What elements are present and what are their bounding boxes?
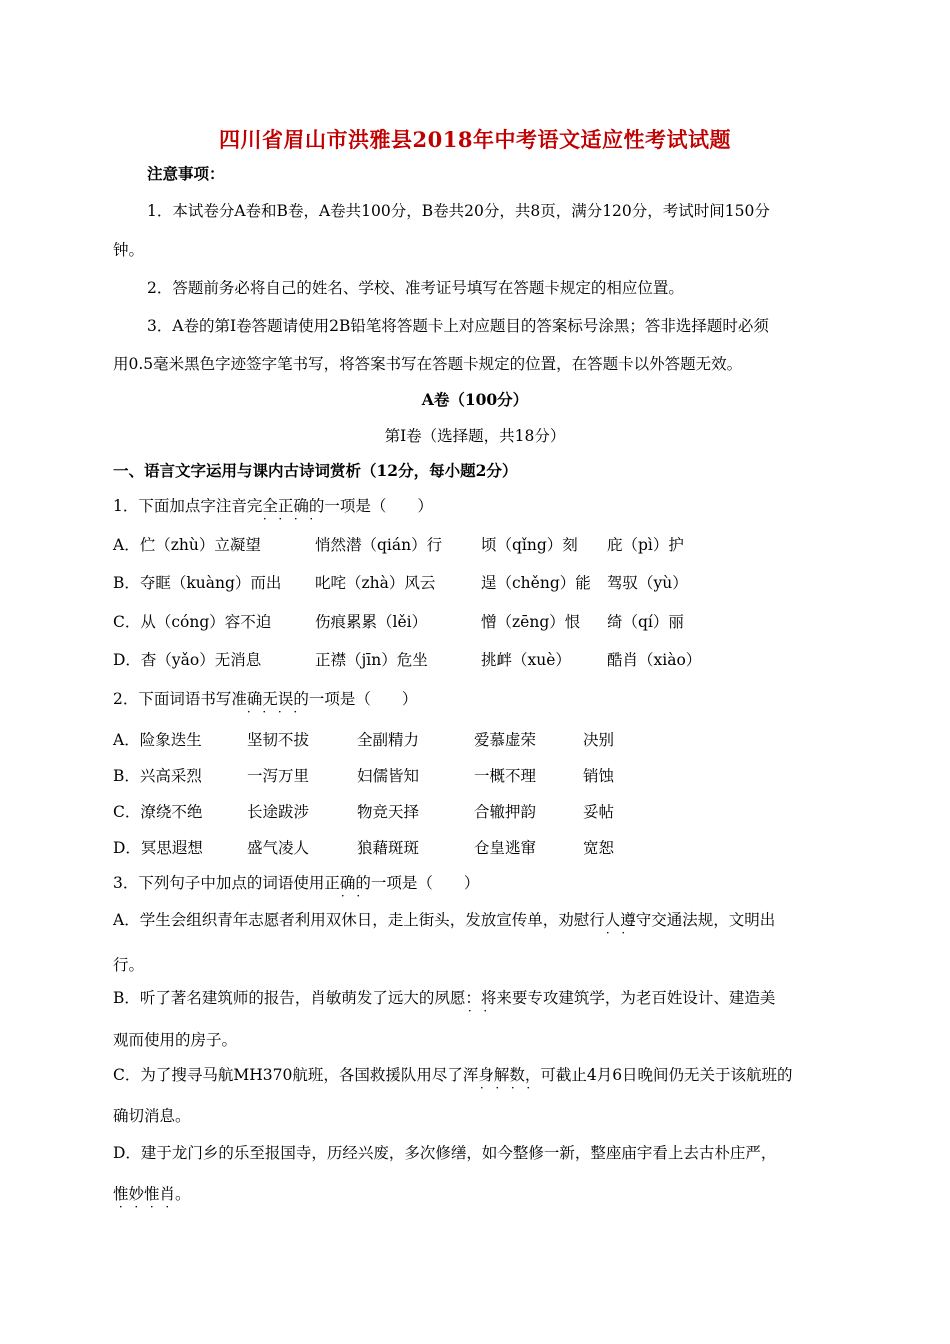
option-item: 长途跋涉 <box>247 803 310 821</box>
option-item: 伤痕累累（lěi） <box>315 613 428 631</box>
option-item: 驾驭（yù） <box>607 574 688 592</box>
emphasis-dot: · <box>309 512 314 526</box>
q3-option-c-cont: 确切消息。 <box>113 1107 191 1125</box>
emphasis-dot: · <box>483 1004 488 1018</box>
emphasis-dot: · <box>605 926 610 940</box>
emphasis-dot: · <box>526 1081 531 1095</box>
emphasis-dot: · <box>278 512 283 526</box>
option-item: 盛气凌人 <box>247 839 310 857</box>
option-item: 妇儒皆知 <box>357 767 420 785</box>
option-item: 坚韧不拔 <box>247 731 310 749</box>
emphasis-dots <box>335 889 366 903</box>
q3-stem: 3．下列句子中加点的词语使用正确的一项是（ ） <box>113 874 480 892</box>
emphasis-dot: · <box>293 705 298 719</box>
notice-item-3: 3．A卷的第Ⅰ卷答题请使用2B铅笔将答题卡上对应题目的答案标号涂黑；答非选择题时必须 <box>147 317 769 335</box>
emphasis-dots <box>113 1200 175 1214</box>
emphasis-dots <box>462 1004 493 1018</box>
option-item: 庇（pì）护 <box>607 536 684 554</box>
option-item: A．伫（zhù）立凝望 <box>113 536 261 554</box>
option-item: 悄然潜（qián）行 <box>315 536 443 554</box>
option-item: 宽恕 <box>583 839 615 857</box>
emphasis-dots <box>257 512 319 526</box>
emphasis-dot: · <box>262 512 267 526</box>
emphasis-dot: · <box>246 705 251 719</box>
notice-item-1-cont: 钟。 <box>113 241 145 259</box>
emphasis-dot: · <box>118 1200 123 1214</box>
emphasis-dot: · <box>165 1200 170 1214</box>
option-item: C．从（cóng）容不迫 <box>113 613 272 631</box>
option-item: 销蚀 <box>583 767 615 785</box>
option-item: 逞（chěng）能 <box>481 574 591 592</box>
page-title: 四川省眉山市洪雅县2018年中考语文适应性考试试题 <box>219 127 731 152</box>
option-item: C．潦绕不绝 <box>113 803 203 821</box>
emphasis-dots <box>241 705 303 719</box>
option-item: 物竞天择 <box>357 803 420 821</box>
option-item: 合辙押韵 <box>474 803 537 821</box>
emphasis-dot: · <box>510 1081 515 1095</box>
option-item: D．冥思遐想 <box>113 839 203 857</box>
option-item: 顷（qǐng）刻 <box>481 536 578 554</box>
option-item: 决别 <box>583 731 615 749</box>
option-item: 狼藉斑斑 <box>357 839 420 857</box>
emphasis-dot: · <box>262 705 267 719</box>
option-item: 叱咤（zhà）风云 <box>315 574 436 592</box>
emphasis-dot: · <box>356 889 361 903</box>
emphasis-dots <box>474 1081 536 1095</box>
notice-item-3-cont: 用0.5毫米黑色字迹签字笔书写，将答案书写在答题卡规定的位置，在答题卡以外答题无效。 <box>113 355 743 373</box>
q3-option-d: D．建于龙门乡的乐至报国寺，历经兴废，多次修缮，如今整修一新，整座庙宇看上去古朴庄严， <box>113 1144 777 1162</box>
option-item: 酷肖（xiào） <box>607 651 702 669</box>
paper-a-heading: A卷（100分） <box>421 390 529 409</box>
q3-option-a: A．学生会组织青年志愿者利用双休日，走上街头，发放宣传单，劝慰行人遵守交通法规，文明出 <box>113 911 776 929</box>
q3-option-b-cont: 观而使用的房子。 <box>113 1031 238 1049</box>
emphasis-dot: · <box>293 512 298 526</box>
emphasis-dot: · <box>340 889 345 903</box>
emphasis-dot: · <box>467 1004 472 1018</box>
notice-item-1: 1．本试卷分A卷和B卷，A卷共100分，B卷共20分，共8页，满分120分，考试时间150分 <box>147 202 770 220</box>
section-1-heading: 一、语言文字运用与课内古诗词赏析（12分，每小题2分） <box>113 461 518 480</box>
option-item: 爱慕虚荣 <box>474 731 537 749</box>
option-item: 绮（qí）丽 <box>607 613 684 631</box>
q3-option-a-cont: 行。 <box>113 956 145 974</box>
emphasis-dots <box>600 926 631 940</box>
option-item: 仓皇逃窜 <box>474 839 537 857</box>
option-item: 一泻万里 <box>247 767 310 785</box>
option-item: 正襟（jīn）危坐 <box>315 651 428 669</box>
option-item: 憎（zēng）恨 <box>481 613 581 631</box>
q3-option-d-cont: 惟妙惟肖。 <box>113 1185 191 1203</box>
option-item: B．夺眶（kuàng）而出 <box>113 574 282 592</box>
q1-stem: 1．下面加点字注音完全正确的一项是（ ） <box>113 497 433 515</box>
q3-option-c: C．为了搜寻马航MH370航班，各国救援队用尽了浑身解数，可截止4月6日晚间仍无关于该航班的 <box>113 1066 793 1084</box>
option-item: A．险象迭生 <box>113 731 202 749</box>
emphasis-dot: · <box>277 705 282 719</box>
emphasis-dot: · <box>134 1200 139 1214</box>
emphasis-dot: · <box>621 926 626 940</box>
part-1-heading: 第Ⅰ卷（选择题，共18分） <box>384 427 566 445</box>
option-item: 全副精力 <box>357 731 420 749</box>
option-item: 一概不理 <box>474 767 537 785</box>
q2-stem: 2．下面词语书写准确无误的一项是（ ） <box>113 690 418 708</box>
option-item: 挑衅（xuè） <box>481 651 571 669</box>
emphasis-dot: · <box>495 1081 500 1095</box>
emphasis-dot: · <box>149 1200 154 1214</box>
option-item: D．杳（yǎo）无消息 <box>113 651 262 669</box>
option-item: B．兴高采烈 <box>113 767 202 785</box>
emphasis-dot: · <box>479 1081 484 1095</box>
q3-option-b: B．听了著名建筑师的报告，肖敏萌发了远大的夙愿：将来要专攻建筑学，为老百姓设计、建造美 <box>113 989 776 1007</box>
notice-item-2: 2．答题前务必将自己的姓名、学校、准考证号填写在答题卡规定的相应位置。 <box>147 279 684 297</box>
option-item: 妥帖 <box>583 803 615 821</box>
notice-heading: 注意事项： <box>147 164 225 183</box>
